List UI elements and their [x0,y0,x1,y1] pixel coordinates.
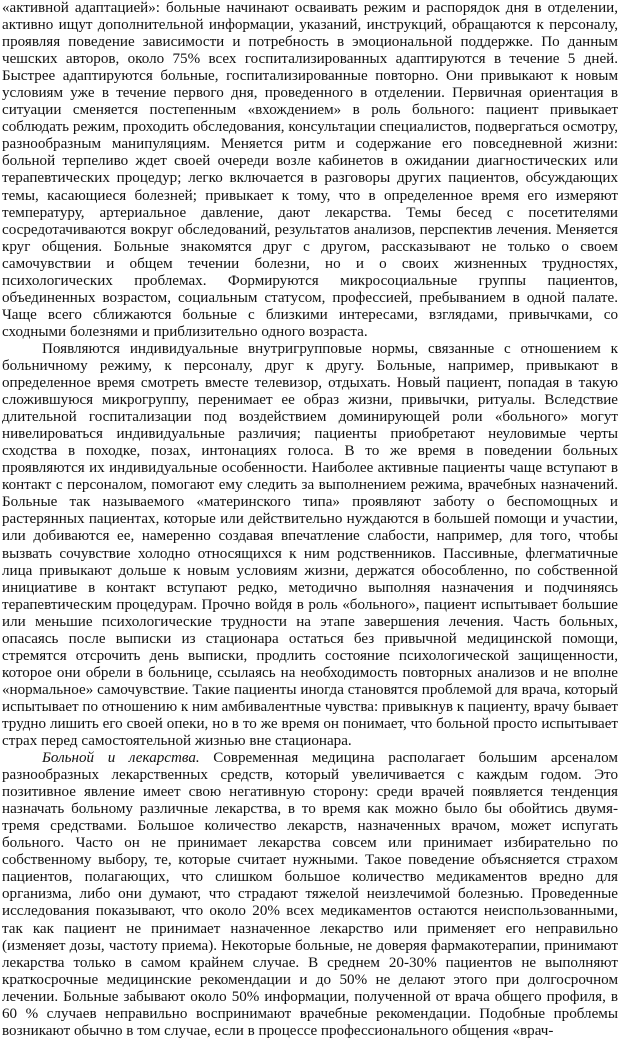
paragraph-2 [2,341,618,750]
paragraph-1-text: «активной адаптацией»: больные начинают осваивать режим и распорядок дня в отделении, активно ищут дополнительной информации, указаний, инструкций, обращаются к персоналу, проявляя поведение зависимости и потребность в эмоциональной поддержке. По данным чешских авторов, около 75% всех госпитализированных адаптируются в течение 5 дней. Быстрее адаптируются больные, госпитализированные повторно. Они привыкают к новым условиям уже в течение первого дня, проведенного в отделении. Первичная ориентация в ситуации сменяется постепенным «вхождением» в роль больного: пациент привыкает соблюдать режим, проходить обследования, консультации специалистов, подвергаться осмотру, разнообразным манипуляциям. Меняется ритм и содержание его повседневной жизни: больной терпеливо ждет своей очереди возле кабинетов в ожидании диагностических или терапевтических процедур; легко включается в разговоры других пациентов, обсуждающих темы, касающиеся болезней; привыкает к тому, что в определенное время его измеряют температуру, артериальное давление, дают лекарства. Темы бесед с посетителями сосредотачиваются вокруг обследований, результатов анализов, перспектив лечения. Меняется круг общения. Больные знакомятся друг с другом, рассказывают не только о своем самочувствии и общем течении болезни, но и о своих жизненных трудностях, психологических проблемах. Формируются микросоциальные группы пациентов, объединенных возрастом, социальным статусом, профессией, пребыванием в одной палате. Чаще всего сближаются больные с близкими интересами, взглядами, привычками, со сходными болезнями и приблизительно одного возраста. [2,0,618,340]
paragraph-1 [2,0,618,341]
paragraph-2-text: Появляются индивидуальные внутригрупповые нормы, связанные с отношением к больничному режиму, к персоналу, друг к другу. Больные, например, привыкают в определенное время смотреть вместе телевизор, отдыхать. Новый пациент, попадая в такую сложившуюся микрогруппу, перенимает ее образ жизни, привычки, ритуалы. Вследствие длительной госпитализации под воздействием доминирующей роли «больного» могут нивелироваться индивидуальные различия; пациенты приобретают неуловимые черты сходства в походке, позах, интонациях голоса. В то же время в поведении больных проявляются их индивидуальные особенности. Наиболее активные пациенты чаще вступают в контакт с персоналом, помогают ему следить за выполнением режима, врачебных назначений. Больные так называемого «материнского типа» проявляют заботу о беспомощных и растерянных пациентах, которые или действительно нуждаются в большей помощи и участии, или добиваются ее, намеренно создавая впечатление слабости, например, для того, чтобы вызвать сочувствие холодно относящихся к ним родственников. Пассивные, флегматичные лица привыкают дольше к новым условиям жизни, держатся обособленно, по собственной инициативе в контакт вступают редко, методично выполняя назначения и подчиняясь терапевтическим процедурам. Прочно войдя в роль «больного», пациент испытывает большие или меньшие психологические трудности на этапе завершения лечения. Часть больных, опасаясь после выписки из стационара остаться без привычной медицинской помощи, стремятся отсрочить день выписки, продлить состояние психологической защищенности, которое они обрели в больнице, ссылаясь на необходимость повторных анализов и не вполне «нормальное» самочувствие. Такие пациенты иногда становятся проблемой для врача, который испытывает по отношению к ним амбивалентные чувства: привыкнув к пациенту, врачу бывает трудно лишить его своей опеки, но в то же время он понимает, что больной просто испытывает страх перед самостоятельной жизнью вне стационара. [2,340,618,750]
paragraph-3-text: Современная медицина располагает большим арсеналом разнообразных лекарственных средств, который увеличивается с каждым годом. Это позитивное явление имеет свою негативную сторону: среди врачей появляется тенденция назначать больному различные лекарства, в то время как можно было бы обойтись двумя-тремя средствами. Большое количество лекарств, назначенных врачом, может испугать больного. Часто он не принимает лекарства совсем или принимает избирательно по собственному выбору, те, которые считает нужными. Такое поведение объясняется страхом пациентов, полагающих, что слишком большое количество медикаментов вредно для организма, либо они думают, что страдают тяжелой неизлечимой болезнью. Проведенные исследования показывают, что около 20% всех медикаментов остаются неиспользованными, так как пациент не принимает назначенное лекарство или применяет его неправильно (изменяет дозы, частоту приема). Некоторые больные, не доверяя фармакотерапии, принимают лекарства только в самом крайнем случае. В среднем 20-30% пациентов не выполняют краткосрочные медицинские рекомендации и до 50% не делают этого при долгосрочном лечении. Больные забывают около 50% информации, полученной от врача общего профиля, в 60 % случаев неправильно воспринимают врачебные рекомендации. Подобные проблемы возникают обычно в том случае, если в процессе профессионального общения «врач- [2,750,618,1039]
paragraph-3 [2,750,618,1040]
paragraph-3-lead: Больной и лекарства. [42,750,200,767]
